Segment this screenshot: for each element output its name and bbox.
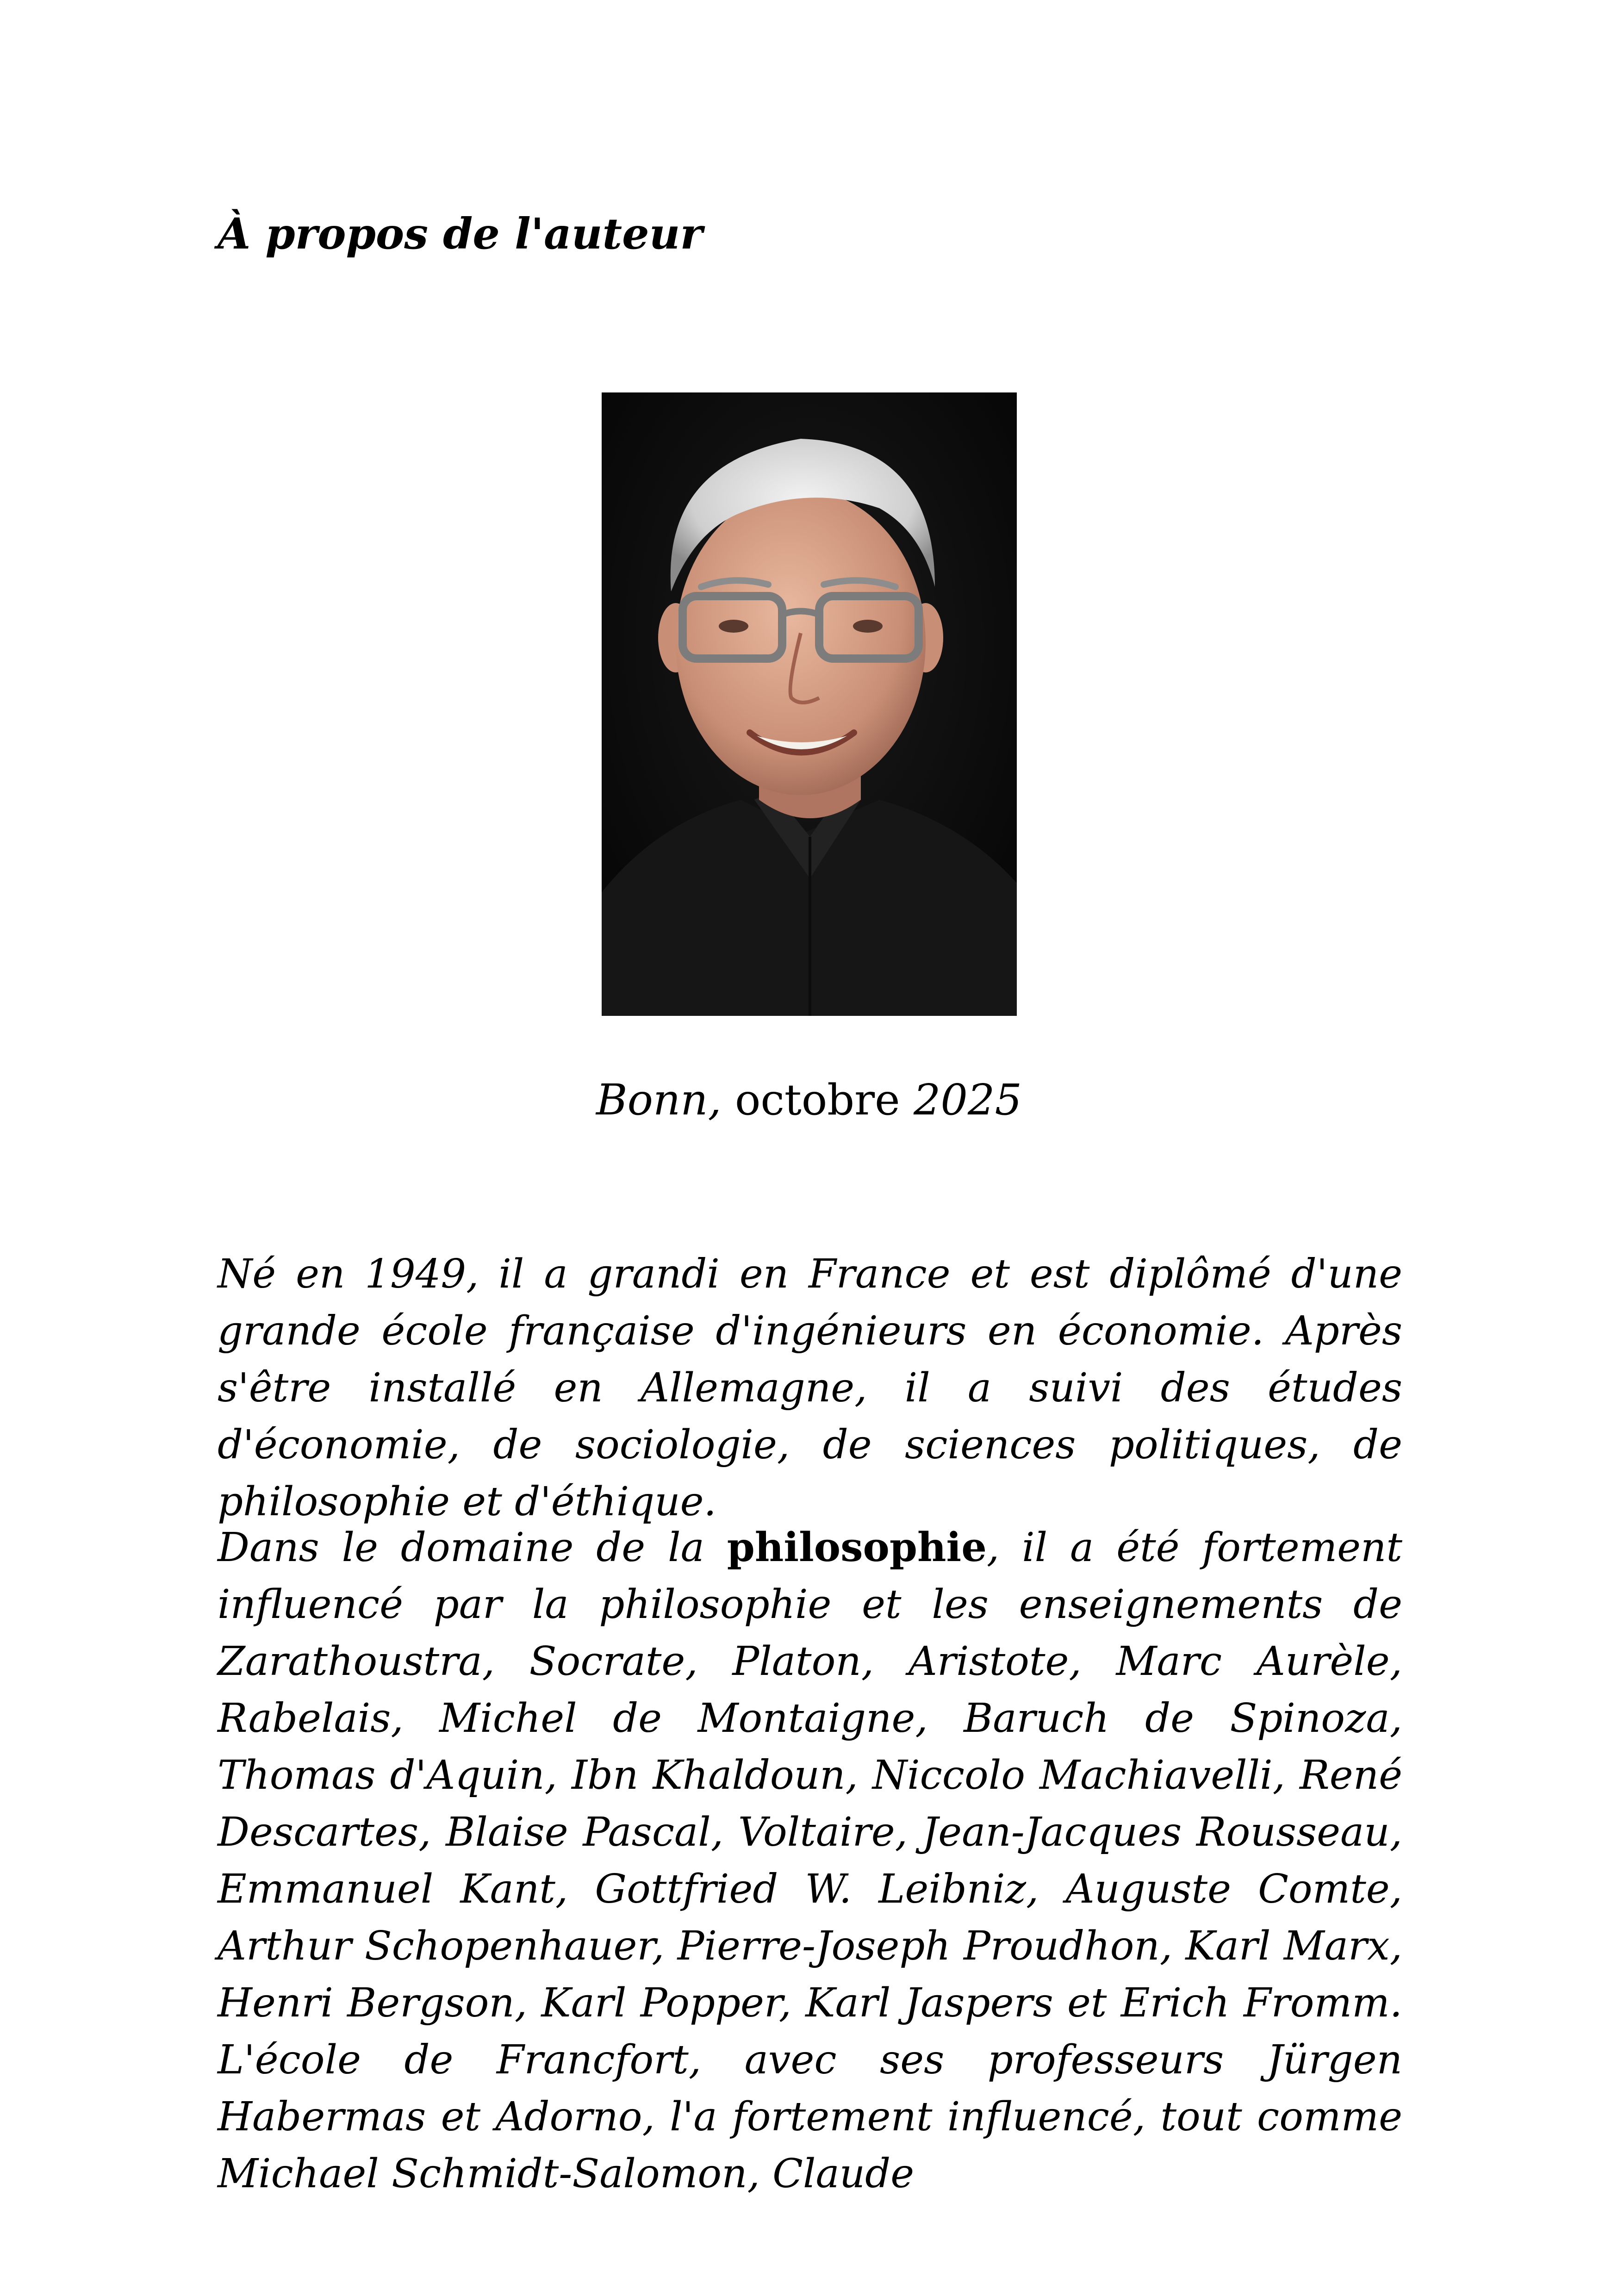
biography-paragraph-1: Né en 1949, il a grandi en France et est diplômé d'une grande école française d'ingénieurs en économie. Après s'être installé en Allemagne, il a suivi des études d'économie, de sociologie, de sciences politiques, de philosophie et d'éthique.	[218, 1251, 1402, 1525]
author-portrait	[602, 392, 1017, 1016]
caption-place: Bonn,	[596, 1075, 722, 1125]
photo-caption	[0, 1075, 1618, 1126]
paragraph-2-body: , il a été fortement influencé par la philosophie et les enseignements de Zarathoustra, Socrate, Platon, Aristote, Marc Aurèle, Rabelais, Michel de Montaigne, Baruch de Spinoza, Thomas d'Aquin, Ibn Khaldoun, Niccolo Machiavelli, René Descartes, Blaise Pascal, Voltaire, Jean-Jacques Rousseau, Emmanuel Kant, Gottfried W. Leibniz, Auguste Comte, Arthur Schopenhauer, Pierre-Joseph Proudhon, Karl Marx, Henri Bergson, Karl Popper, Karl Jaspers et Erich Fromm. L'école de Francfort, avec ses professeurs Jürgen Habermas et Adorno, l'a fortement influencé, tout comme Michael Schmidt-Salomon, Claude	[218, 1524, 1402, 2197]
paragraph-2-intro: Dans le domaine de la	[218, 1524, 727, 1571]
philosophy-keyword: philosophie	[727, 1524, 987, 1571]
caption-month: octobre	[721, 1075, 914, 1125]
author-photo	[602, 392, 1017, 1016]
biography-paragraph-2	[218, 1519, 1402, 2203]
caption-year: 2025	[913, 1075, 1022, 1125]
page-heading: À propos de l'auteur	[218, 209, 703, 259]
